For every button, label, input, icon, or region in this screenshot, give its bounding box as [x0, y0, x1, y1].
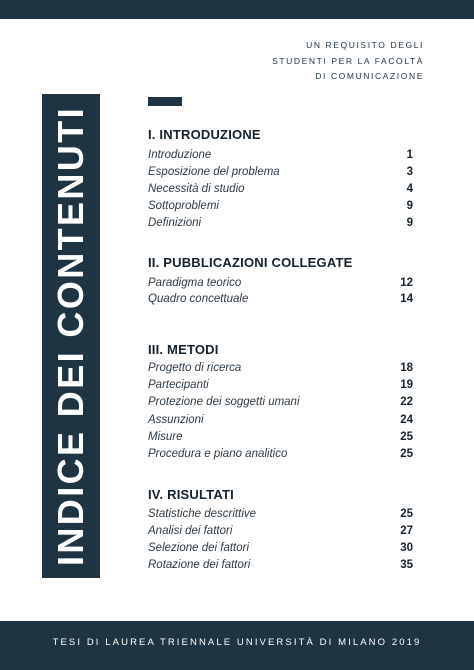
toc-entry-label: Protezione dei soggetti umani	[148, 396, 300, 408]
toc-entry[interactable]	[148, 379, 413, 396]
toc-entry[interactable]	[148, 166, 413, 183]
toc-entry-label: Statistiche descrittive	[148, 508, 257, 520]
subtitle-line: STUDENTI PER LA FACOLTÀ	[272, 55, 424, 66]
toc-entry[interactable]	[148, 559, 413, 576]
toc-entry-label: Esposizione del problema	[148, 166, 280, 178]
toc-entry-page: 25	[400, 431, 413, 443]
section-title: III. METODI	[148, 342, 219, 357]
toc-entry-page: 3	[406, 166, 413, 178]
toc-entry-label: Misure	[148, 431, 183, 443]
accent-bar	[148, 97, 182, 106]
section-title: IV. RISULTATI	[148, 487, 234, 502]
top-bar	[0, 0, 474, 19]
section-title: II. PUBBLICAZIONI COLLEGATE	[148, 255, 353, 270]
toc-entry-page: 14	[400, 293, 413, 305]
toc-entry[interactable]	[148, 277, 413, 294]
toc-entry[interactable]	[148, 525, 413, 542]
toc-entry-page: 27	[400, 525, 413, 537]
toc-entry-label: Procedura e piano analitico	[148, 448, 288, 460]
toc-entry[interactable]	[148, 217, 413, 234]
toc-entry[interactable]	[148, 414, 413, 431]
toc-entry-page: 4	[406, 183, 413, 195]
toc-entry[interactable]	[148, 149, 413, 166]
toc-entry-label: Introduzione	[148, 149, 212, 161]
toc-entry[interactable]	[148, 183, 413, 200]
toc-entry-page: 18	[400, 362, 413, 374]
toc-entry-page: 22	[400, 396, 413, 408]
toc-entry[interactable]	[148, 396, 413, 413]
toc-entry-page: 30	[400, 542, 413, 554]
toc-entry-page: 25	[400, 448, 413, 460]
toc-entry-page: 9	[406, 217, 413, 229]
toc-entry-page: 35	[400, 559, 413, 571]
toc-entry-label: Analisi dei fattori	[148, 525, 233, 537]
toc-entry[interactable]	[148, 431, 413, 448]
toc-entry-label: Assunzioni	[148, 414, 204, 426]
page-title: INDICE DEI CONTENUTI	[50, 105, 91, 567]
toc-entry-page: 1	[406, 149, 413, 161]
toc-entry-page: 19	[400, 379, 413, 391]
subtitle-block	[272, 38, 424, 85]
subtitle-line: UN REQUISITO DEGLI	[306, 40, 424, 50]
toc-entry-label: Necessità di studio	[148, 183, 245, 195]
toc-entry-label: Rotazione dei fattori	[148, 559, 251, 571]
toc-entry[interactable]	[148, 362, 413, 379]
toc-entry-label: Definizioni	[148, 217, 202, 229]
toc-entry-label: Sottoproblemi	[148, 200, 219, 212]
toc-entry-label: Selezione dei fattori	[148, 542, 250, 554]
toc-entry[interactable]	[148, 293, 413, 310]
toc-entry[interactable]	[148, 448, 413, 465]
toc-entry-label: Progetto di ricerca	[148, 362, 242, 374]
toc-entry-label: Quadro concettuale	[148, 293, 249, 305]
footer-text: TESI DI LAUREA TRIENNALE UNIVERSITÀ DI MILANO 2019	[52, 637, 422, 648]
toc-entry-page: 12	[400, 277, 413, 289]
toc-entry-page: 25	[400, 508, 413, 520]
toc-entry-label: Partecipanti	[148, 379, 209, 391]
subtitle-line: DI COMUNICAZIONE	[315, 71, 424, 81]
toc-entry-page: 9	[406, 200, 413, 212]
section-title: I. INTRODUZIONE	[148, 127, 261, 142]
toc-entry[interactable]	[148, 542, 413, 559]
toc-entry[interactable]	[148, 508, 413, 525]
toc-entry-label: Paradigma teorico	[148, 277, 242, 289]
toc-entry-page: 24	[400, 414, 413, 426]
toc-entry[interactable]	[148, 200, 413, 217]
